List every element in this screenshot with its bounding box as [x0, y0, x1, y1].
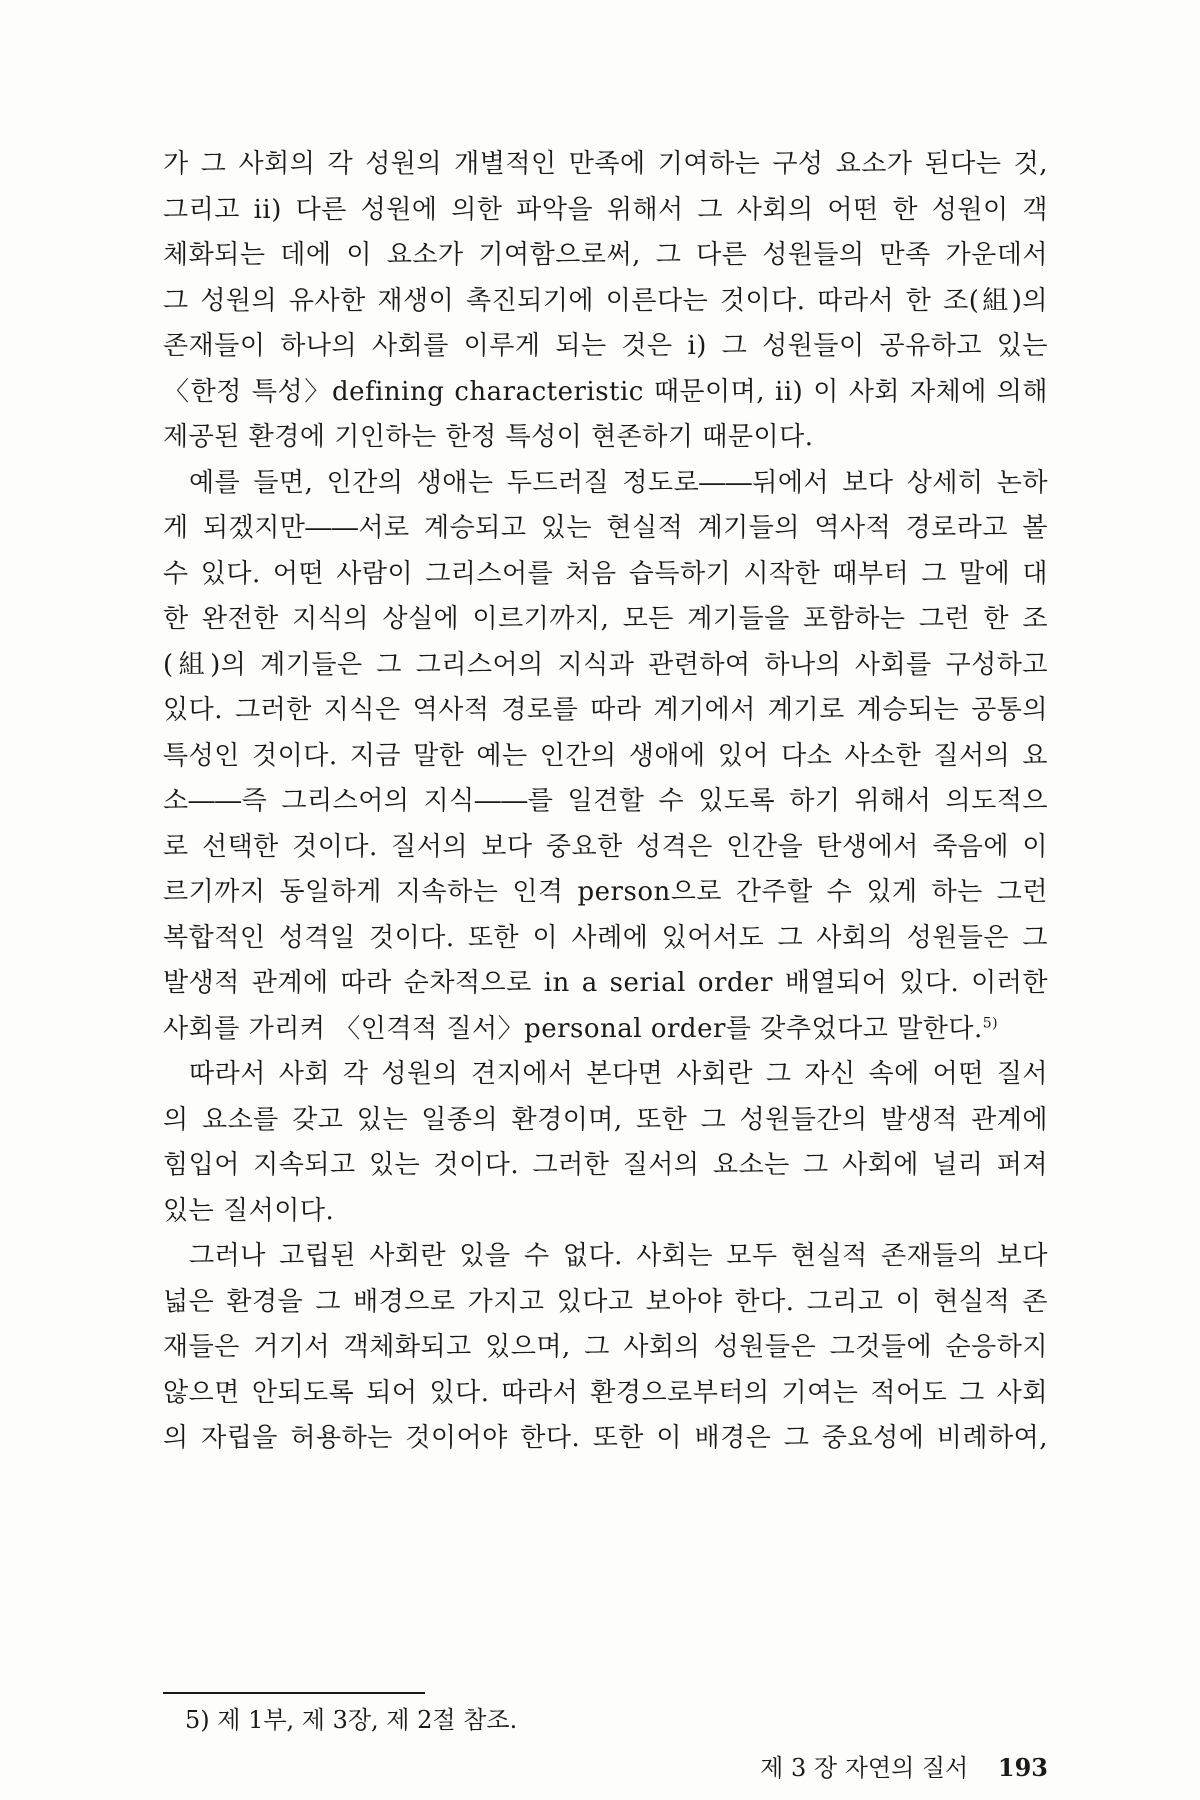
text-line-content: 존재들이 하나의 사회를 이루게 되는 것은 i) 그 성원들이 공유하고 있는 [163, 331, 1048, 361]
text-line-content: 힘입어 지속되고 있는 것이다. 그러한 질서의 요소는 그 사회에 널리 퍼져 [163, 1150, 1048, 1180]
text-line [163, 188, 1048, 234]
text-line [163, 324, 1048, 370]
text-line [163, 688, 1048, 734]
text-line [163, 961, 1048, 1007]
text-line-content: 넓은 환경을 그 배경으로 가지고 있다고 보아야 한다. 그리고 이 현실적 존 [163, 1286, 1048, 1317]
text-line [163, 1416, 1048, 1462]
text-line [163, 461, 1048, 507]
text-line-content: 그리고 ii) 다른 성원에 의한 파악을 위해서 그 사회의 어떤 한 성원이 객 [163, 194, 1048, 225]
text-line-content: 체화되는 데에 이 요소가 기여함으로써, 그 다른 성원들의 만족 가운데서 [163, 240, 1048, 270]
text-line-content: (組)의 계기들은 그 그리스어의 지식과 관련하여 하나의 사회를 구성하고 [163, 649, 1048, 680]
text-line-content: 소――즉 그리스어의 지식――를 일견할 수 있도록 하기 위해서 의도적으 [163, 786, 1048, 816]
text-line-content: 〈한정 특성〉defining characteristic 때문이며, ii) 이 사회 자체에 의해 [163, 376, 1048, 407]
text-line [163, 1007, 1048, 1053]
text-line-content: 그러나 고립된 사회란 있을 수 없다. 사회는 모두 현실적 존재들의 보다 [189, 1241, 1048, 1271]
text-line-content: 예를 들면, 인간의 생애는 두드러질 정도로――뒤에서 보다 상세히 논하 [189, 467, 1048, 498]
text-line [163, 870, 1048, 916]
footnote-divider [163, 1692, 425, 1694]
text-line [163, 779, 1048, 825]
text-line-content: 있는 질서이다. [163, 1195, 335, 1226]
text-line [163, 506, 1048, 552]
text-line-content: 제공된 환경에 기인하는 한정 특성이 현존하기 때문이다. [163, 422, 814, 452]
text-line [163, 552, 1048, 598]
footnote-reference: 5) [982, 1014, 999, 1031]
text-line [163, 643, 1048, 689]
text-line [163, 279, 1048, 325]
text-line [163, 415, 1048, 461]
text-line-content: 사회를 가리켜 〈인격적 질서〉personal order를 갖추었다고 말한다. [163, 1013, 983, 1044]
text-line-content: 가 그 사회의 각 성원의 개별적인 만족에 기여하는 구성 요소가 된다는 것, [163, 149, 1048, 179]
text-line-content: 의 자립을 허용하는 것이어야 한다. 또한 이 배경은 그 중요성에 비례하여, [163, 1423, 1048, 1453]
text-line [163, 1052, 1048, 1098]
text-line-content: 로 선택한 것이다. 질서의 보다 중요한 성격은 인간을 탄생에서 죽음에 이 [163, 831, 1048, 862]
text-line-content: 수 있다. 어떤 사람이 그리스어를 처음 습득하기 시작한 때부터 그 말에 대 [163, 558, 1048, 589]
text-line [163, 1189, 1048, 1235]
text-line [163, 1234, 1048, 1280]
text-line-content: 발생적 관계에 따라 순차적으로 in a serial order 배열되어 있다. 이러한 [163, 968, 1048, 998]
text-line [163, 916, 1048, 962]
running-footer [700, 1748, 1048, 1788]
text-line [163, 233, 1048, 279]
text-line-content: 특성인 것이다. 지금 말한 예는 인간의 생애에 있어 다소 사소한 질서의 요 [163, 740, 1048, 771]
text-line [163, 1143, 1048, 1189]
body-text [163, 142, 1048, 1462]
text-line-content: 르기까지 동일하게 지속하는 인격 person으로 간주할 수 있게 하는 그런 [163, 877, 1048, 907]
text-line [163, 825, 1048, 871]
text-line [163, 597, 1048, 643]
footnote: 5) 제 1부, 제 3장, 제 2절 참조. [185, 1706, 518, 1734]
page-number: 193 [997, 1753, 1048, 1782]
text-line [163, 1325, 1048, 1371]
text-line [163, 1280, 1048, 1326]
text-line-content: 의 요소를 갖고 있는 일종의 환경이며, 또한 그 성원들간의 발생적 관계에 [163, 1104, 1048, 1135]
text-line [163, 370, 1048, 416]
text-line-content: 게 되겠지만――서로 계승되고 있는 현실적 계기들의 역사적 경로라고 볼 [163, 513, 1048, 543]
text-line-content: 복합적인 성격일 것이다. 또한 이 사례에 있어서도 그 사회의 성원들은 그 [163, 922, 1048, 953]
footer-chapter-title: 제 3 장 자연의 질서 [760, 1754, 969, 1782]
text-line [163, 734, 1048, 780]
text-line-content: 재들은 거기서 객체화되고 있으며, 그 사회의 성원들은 그것들에 순응하지 [163, 1332, 1048, 1362]
text-line [163, 1371, 1048, 1417]
text-line-content: 있다. 그러한 지식은 역사적 경로를 따라 계기에서 계기로 계승되는 공통의 [163, 695, 1048, 725]
text-line-content: 따라서 사회 각 성원의 견지에서 본다면 사회란 그 자신 속에 어떤 질서 [189, 1059, 1048, 1089]
text-line [163, 1098, 1048, 1144]
text-line-content: 않으면 안되도록 되어 있다. 따라서 환경으로부터의 기여는 적어도 그 사회 [163, 1377, 1048, 1408]
text-line-content: 한 완전한 지식의 상실에 이르기까지, 모든 계기들을 포함하는 그런 한 조 [163, 604, 1048, 634]
text-line [163, 142, 1048, 188]
text-line-content: 그 성원의 유사한 재생이 촉진되기에 이른다는 것이다. 따라서 한 조(組)의 [163, 285, 1048, 316]
